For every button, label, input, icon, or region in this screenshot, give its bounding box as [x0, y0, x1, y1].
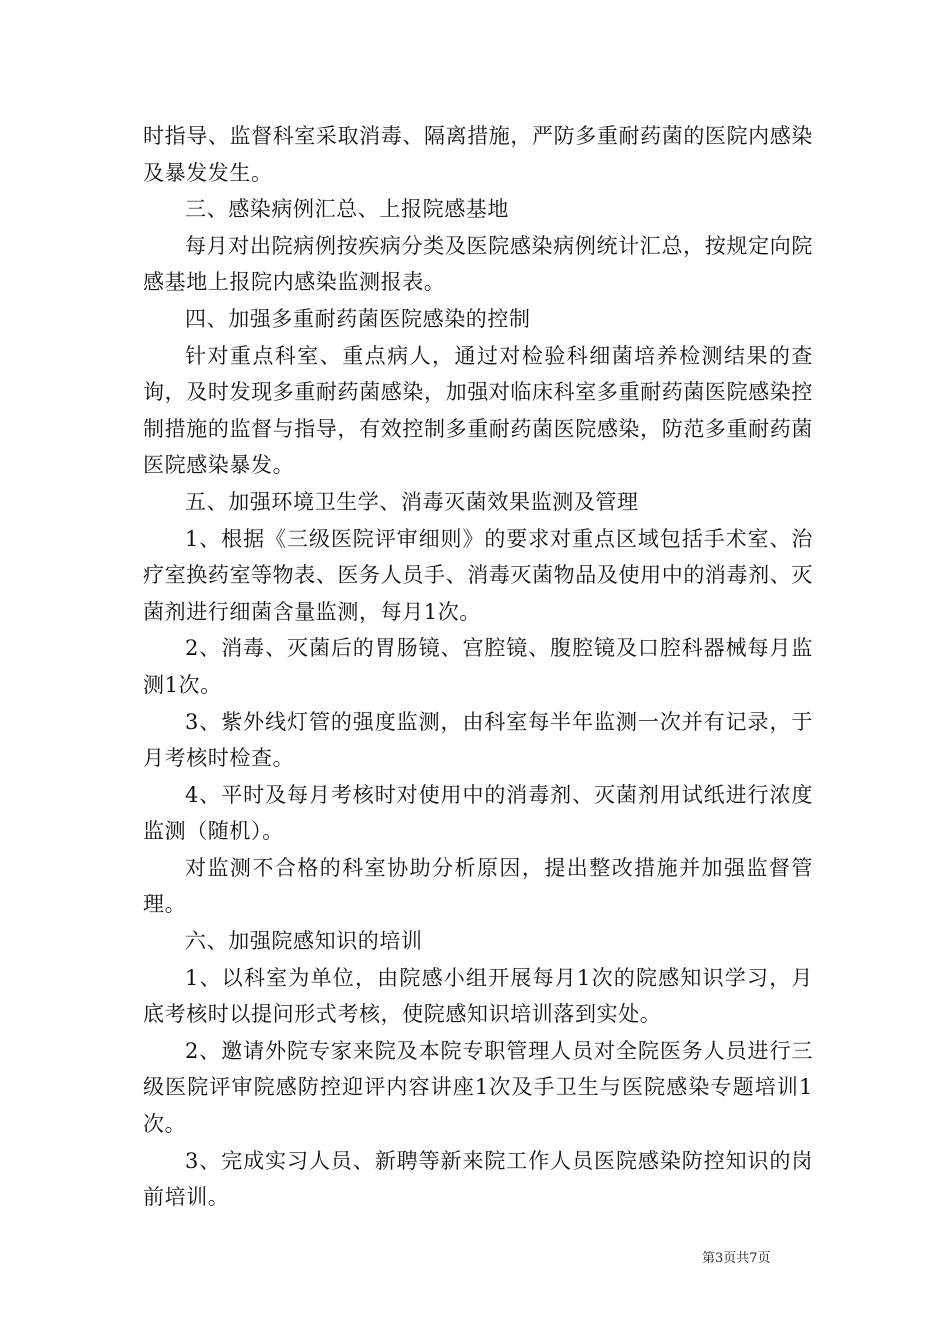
- list-item: 1、以科室为单位，由院感小组开展每月1次的院感知识学习，月底考核时以提问形式考核，使院感知识培训落到实处。: [143, 965, 813, 1027]
- section-heading-4: 四、加强多重耐药菌医院感染的控制: [185, 306, 531, 331]
- list-item: 2、邀请外院专家来院及本院专职管理人员对全院医务人员进行三级医院评审院感防控迎评内容讲座1次及手卫生与医院感染专题培训1次。: [143, 1038, 813, 1137]
- section-heading-3: 三、感染病例汇总、上报院感基地: [185, 197, 509, 222]
- list-item: 3、完成实习人员、新聘等新来院工作人员医院感染防控知识的岗前培训。: [143, 1148, 813, 1210]
- list-item: 4、平时及每月考核时对使用中的消毒剂、灭菌剂用试纸进行浓度监测（随机）。: [143, 782, 813, 844]
- paragraph: 每月对出院病例按疾病分类及医院感染病例统计汇总，按规定向院感基地上报院内感染监测报表。: [143, 233, 813, 295]
- list-item: 1、根据《三级医院评审细则》的要求对重点区域包括手术室、治疗室换药室等物表、医务人员手、消毒灭菌物品及使用中的消毒剂、灭菌剂进行细菌含量监测，每月1次。: [143, 526, 813, 624]
- paragraph-continuation: 时指导、监督科室采取消毒、隔离措施，严防多重耐药菌的医院内感染及暴发发生。: [143, 124, 813, 185]
- list-item: 3、紫外线灯管的强度监测，由科室每半年监测一次并有记录，于月考核时检查。: [143, 709, 813, 771]
- page-number-footer: 第3页共7页: [702, 1251, 771, 1266]
- document-body: [143, 118, 813, 1216]
- paragraph: 对监测不合格的科室协助分析原因，提出整改措施并加强监督管理。: [143, 855, 813, 917]
- section-heading-6: 六、加强院感知识的培训: [185, 929, 423, 954]
- list-item: 2、消毒、灭菌后的胃肠镜、宫腔镜、腹腔镜及口腔科器械每月监测1次。: [143, 636, 813, 697]
- paragraph: 针对重点科室、重点病人，通过对检验科细菌培养检测结果的查询，及时发现多重耐药菌感染，加强对临床科室多重耐药菌医院感染控制措施的监督与指导，有效控制多重耐药菌医院感染，防范多重耐药菌医院感染暴发。: [143, 343, 813, 478]
- section-heading-5: 五、加强环境卫生学、消毒灭菌效果监测及管理: [185, 489, 639, 514]
